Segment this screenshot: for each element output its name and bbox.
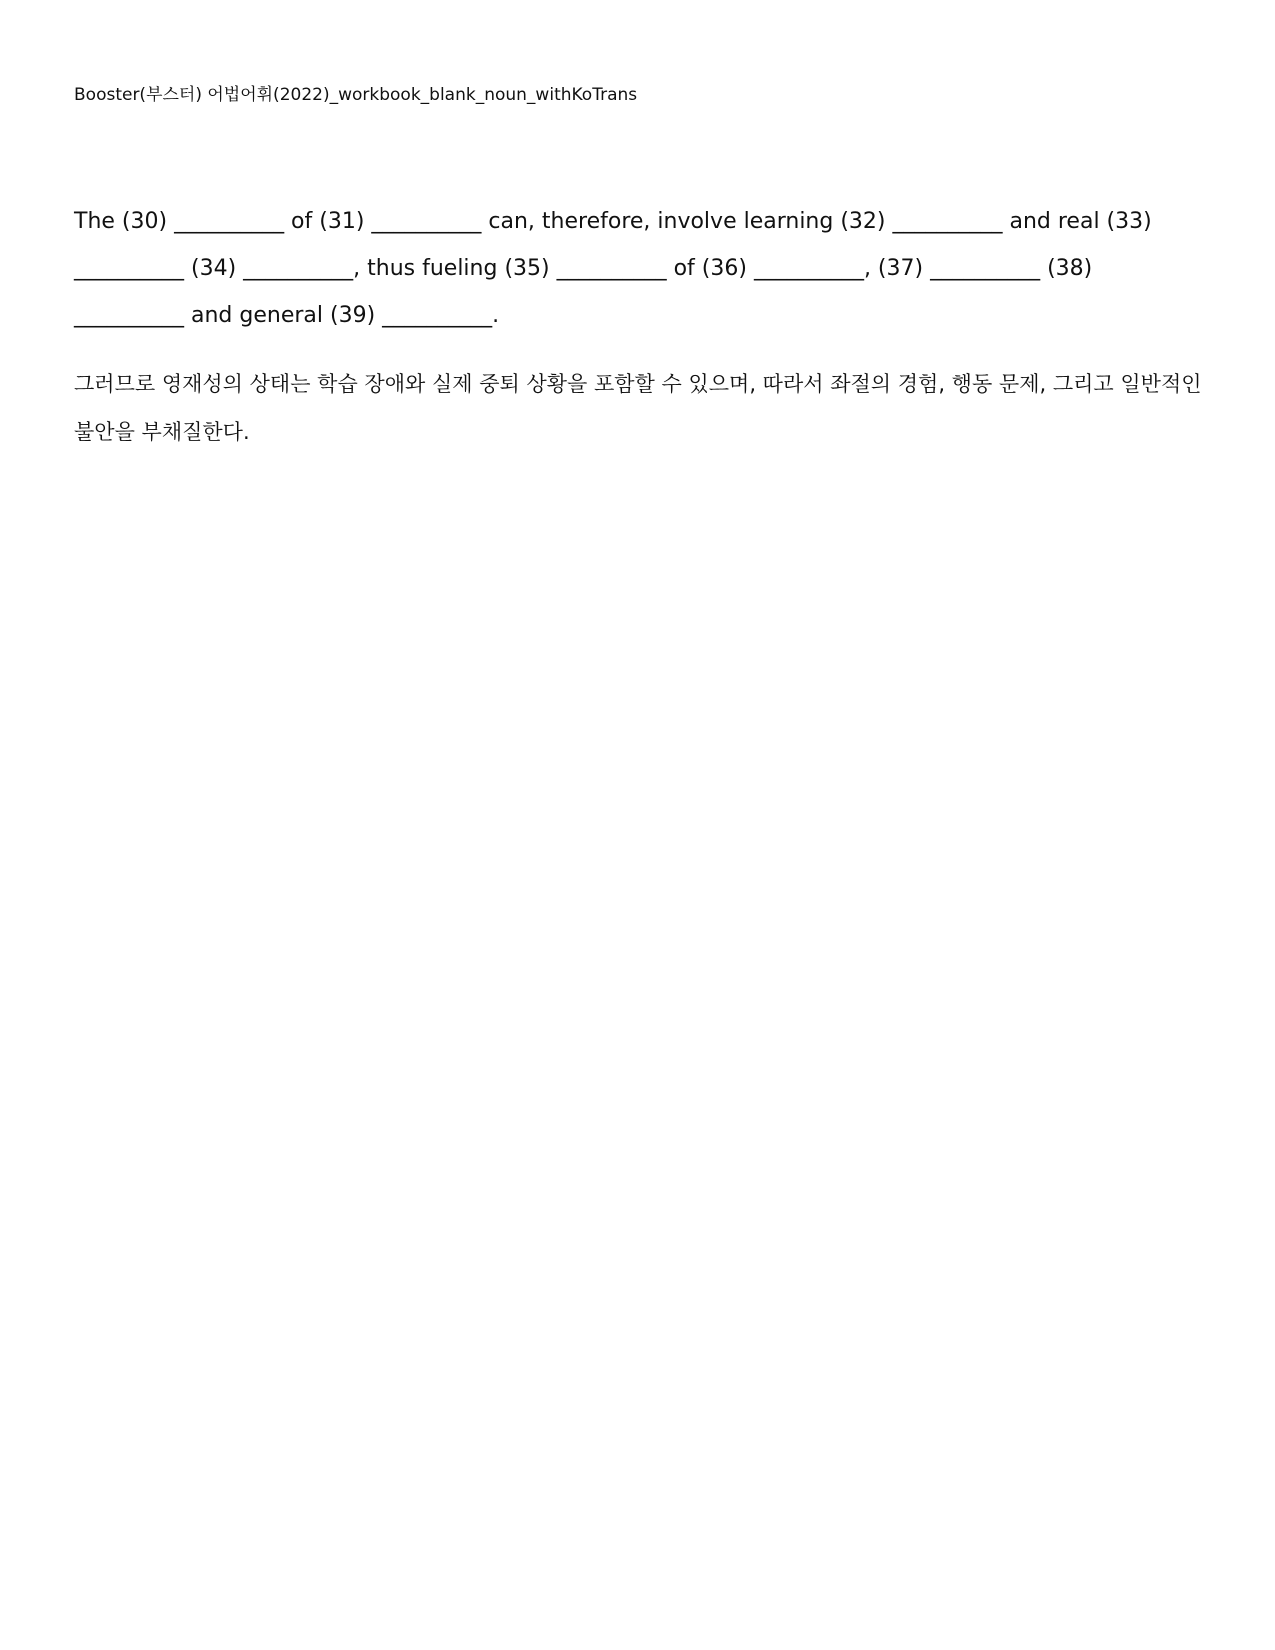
document-header: Booster(부스터) 어법어휘(2022)_workbook_blank_noun_withKoTrans	[74, 85, 638, 105]
english-line-1: The (30) __________ of (31) __________ can, therefore, involve learning (32) __________ and real (33)	[74, 209, 1152, 234]
korean-line-2: 불안을 부채질한다.	[74, 420, 250, 444]
korean-line-1: 그러므로 영재성의 상태는 학습 장애와 실제 중퇴 상황을 포함할 수 있으며, 따라서 좌절의 경험, 행동 문제, 그리고 일반적인	[74, 372, 1202, 396]
english-passage	[74, 198, 1204, 339]
english-line-3: __________ and general (39) __________.	[74, 303, 500, 328]
english-line-2: __________ (34) __________, thus fueling (35) __________ of (36) __________, (37) __________ (38)	[74, 256, 1093, 281]
korean-translation	[74, 360, 1204, 456]
